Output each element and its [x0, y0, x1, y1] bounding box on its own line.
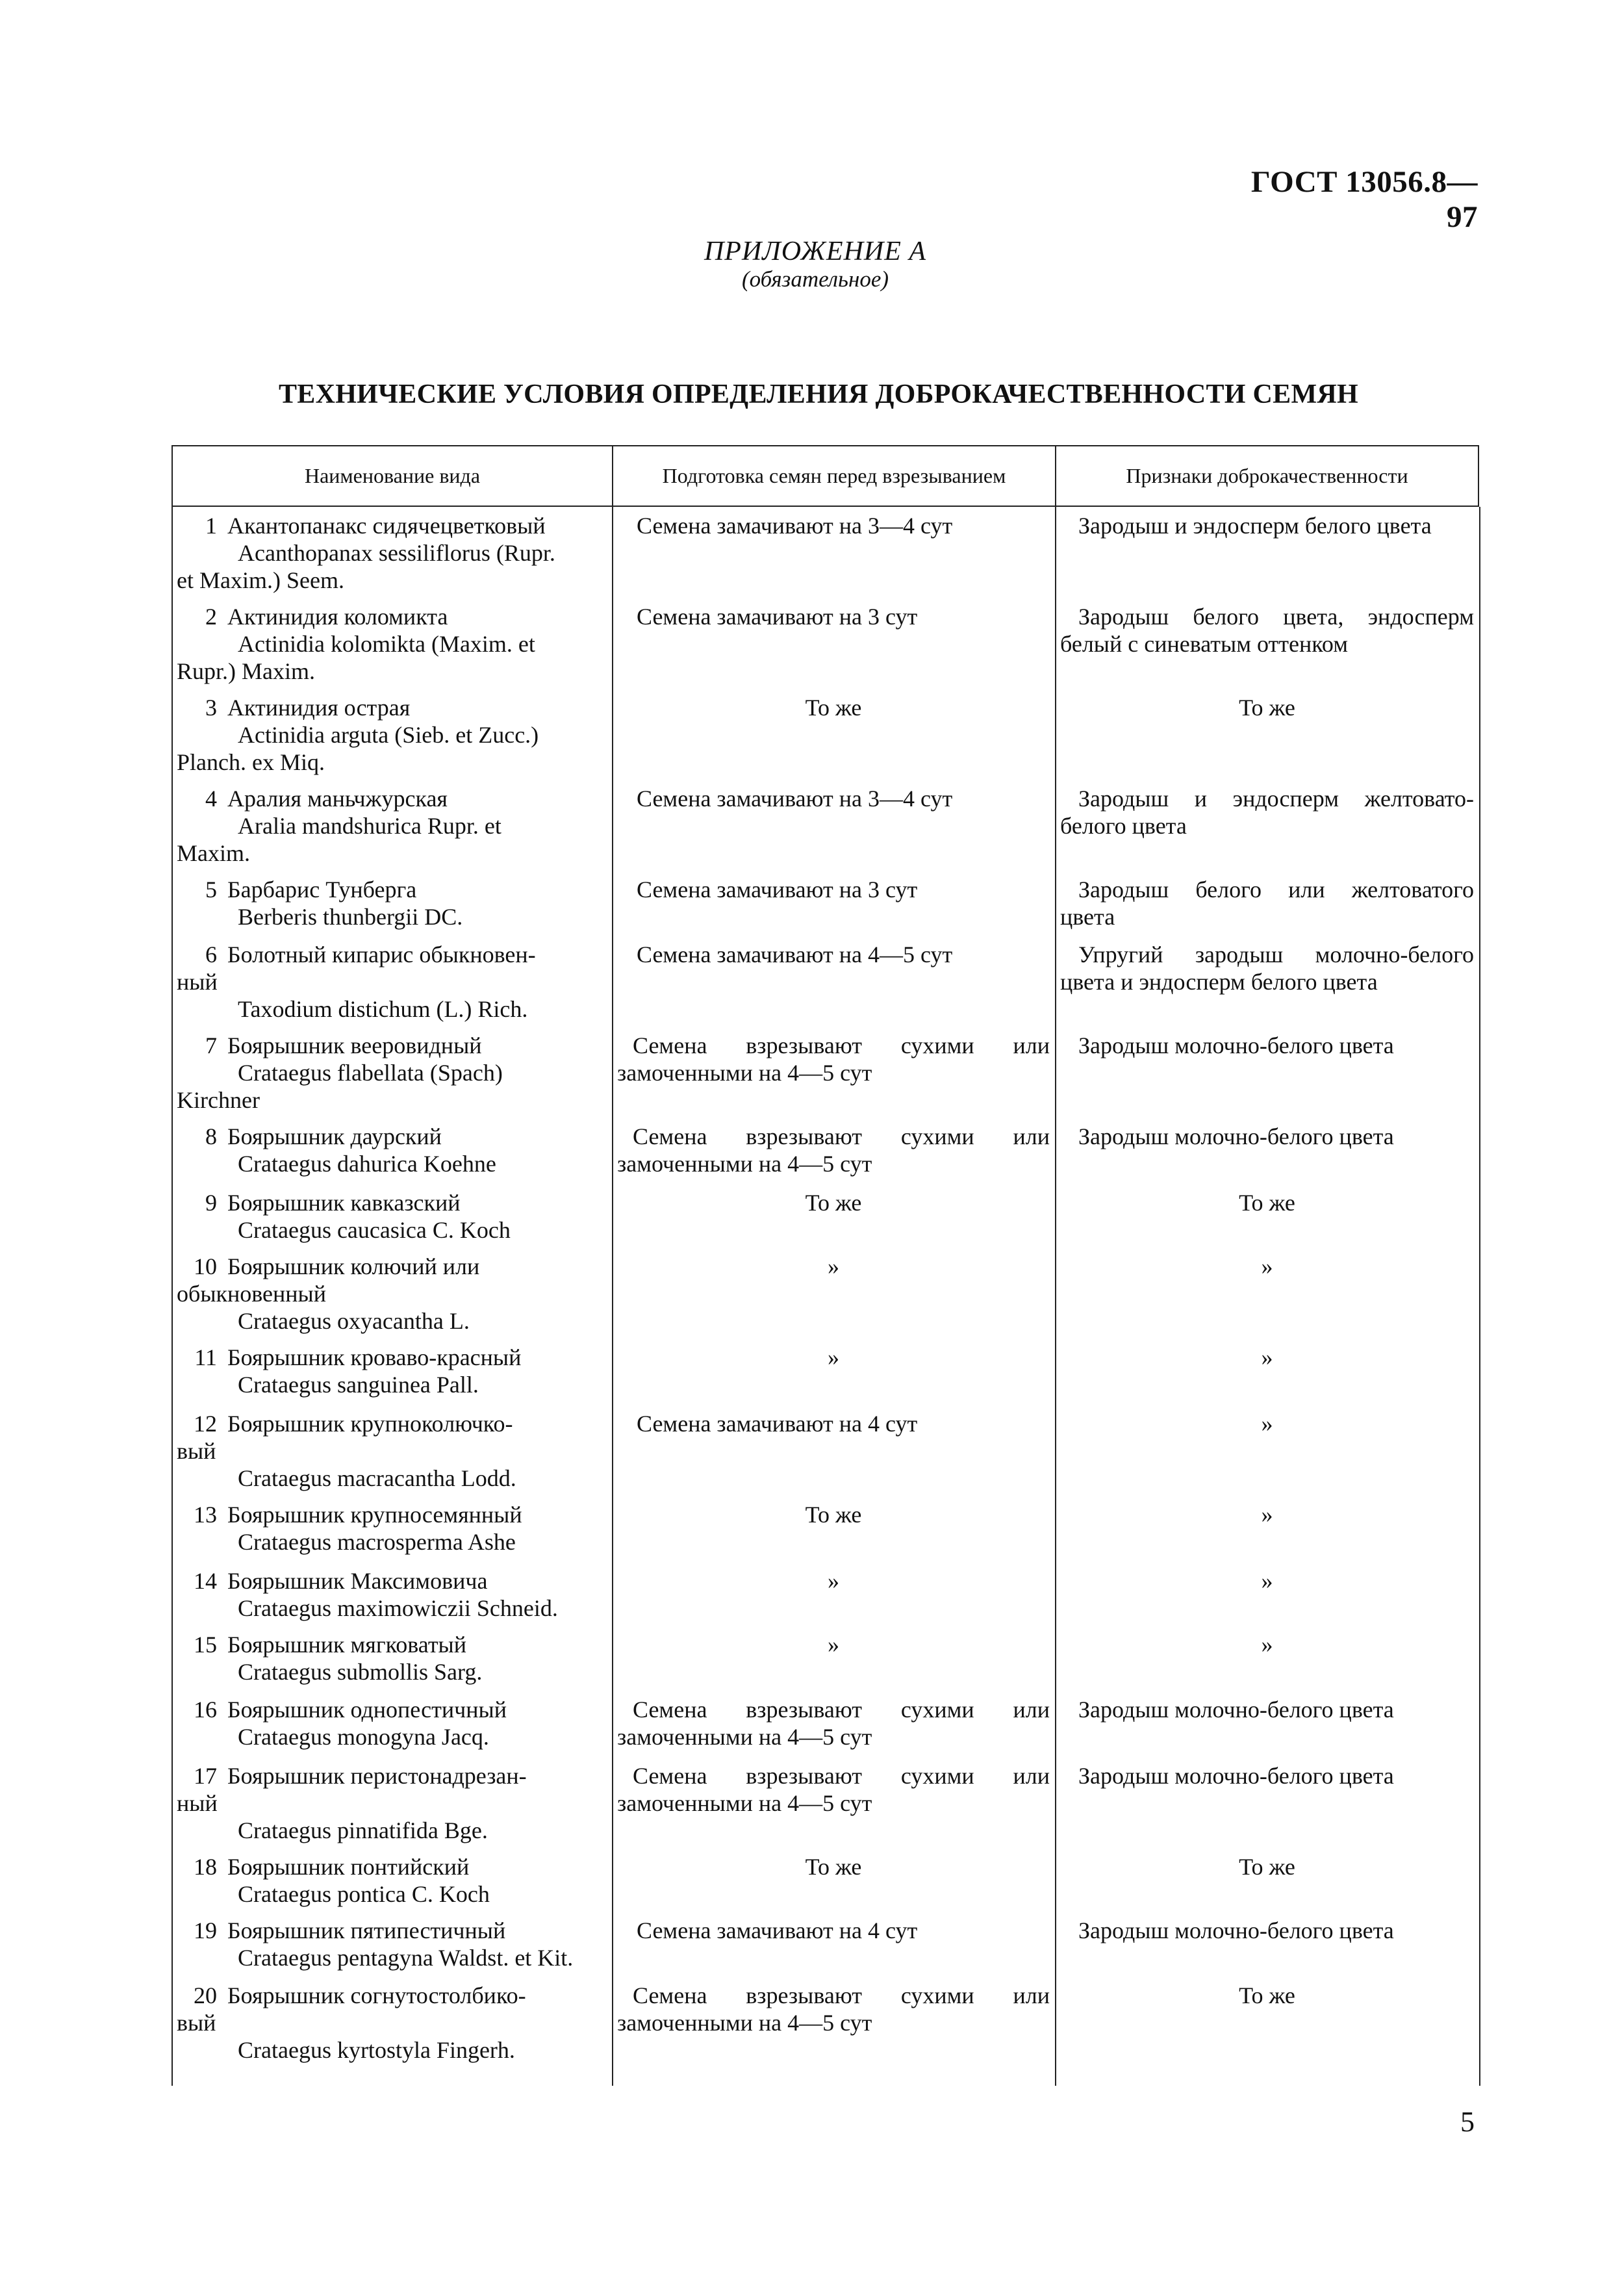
species-line-continued: et Maxim.) Seem.	[177, 567, 344, 593]
row-number: 3	[205, 695, 217, 721]
table-row	[173, 941, 1478, 1023]
cell-quality	[1055, 1344, 1478, 1398]
table-row	[173, 512, 1478, 594]
cell-quality-line: Зародыш и эндосперм белого цвета	[1078, 513, 1432, 539]
cell-quality	[1055, 785, 1478, 867]
species-line: Crataegus monogyna Jacq.	[238, 1724, 489, 1750]
cell-quality-line: цвета и эндосперм белого цвета	[1060, 969, 1378, 995]
cell-quality-line: Зародыш белого или желтоватого	[1078, 877, 1474, 903]
table-row	[173, 1917, 1478, 1971]
species-line: Actinidia arguta (Sieb. et Zucc.)	[238, 722, 539, 748]
cell-quality	[1055, 941, 1478, 1023]
cell-quality	[1055, 603, 1478, 685]
appendix-subtitle: (обязательное)	[741, 266, 889, 292]
species-russian-name: Аралия маньчжурская	[227, 786, 448, 812]
species-line: Crataegus submollis Sarg.	[238, 1659, 483, 1685]
header-preparation: Подготовка семян перед взрезыванием	[612, 446, 1055, 506]
species-russian-name: Боярышник крупноколючко-	[227, 1411, 513, 1437]
row-number: 13	[194, 1502, 217, 1528]
species-line	[177, 1567, 608, 1595]
cell-preparation-line: замоченными на 4—5 сут	[617, 1151, 872, 1177]
cell-species-name	[173, 603, 612, 685]
cell-preparation	[612, 1762, 1055, 1844]
row-number: 4	[205, 786, 217, 812]
species-line	[177, 1501, 608, 1528]
cell-species-name	[173, 1410, 612, 1492]
row-number: 12	[194, 1411, 217, 1437]
species-russian-name: Боярышник вееровидный	[227, 1032, 482, 1058]
species-line	[177, 876, 608, 903]
cell-preparation	[612, 785, 1055, 867]
row-number: 9	[205, 1190, 217, 1216]
cell-quality-line: »	[1261, 1253, 1273, 1279]
species-line: Berberis thunbergii DC.	[238, 904, 463, 930]
species-russian-name: Боярышник понтийский	[227, 1854, 470, 1880]
cell-quality	[1055, 1567, 1478, 1622]
species-line-continued: вый	[177, 1438, 216, 1464]
cell-preparation-line: Семена замачивают на 4 сут	[637, 1411, 918, 1437]
cell-species-name	[173, 1696, 612, 1750]
cell-preparation-line: То же	[805, 1502, 862, 1528]
species-russian-name: Барбарис Тунберга	[227, 877, 417, 903]
cell-preparation	[612, 1032, 1055, 1114]
cell-species-name	[173, 1762, 612, 1844]
species-line	[177, 785, 608, 812]
cell-preparation-line: замоченными на 4—5 сут	[617, 1790, 872, 1816]
row-number: 15	[194, 1632, 217, 1658]
species-line-continued: ный	[177, 1790, 218, 1816]
cell-quality	[1055, 1762, 1478, 1844]
cell-species-name	[173, 941, 612, 1023]
row-number: 18	[194, 1854, 217, 1880]
table-row	[173, 694, 1478, 776]
row-number: 17	[194, 1763, 217, 1789]
table-body	[171, 507, 1479, 2086]
table-row	[173, 1189, 1478, 1244]
species-line: Taxodium distichum (L.) Rich.	[238, 996, 528, 1022]
table-row	[173, 1762, 1478, 1844]
cell-species-name	[173, 1344, 612, 1398]
table-row	[173, 1344, 1478, 1398]
cell-quality-line: »	[1261, 1502, 1273, 1528]
species-russian-name: Боярышник мягковатый	[227, 1632, 466, 1658]
cell-preparation	[612, 1344, 1055, 1398]
cell-quality-line: Зародыш белого цвета, эндосперм	[1078, 604, 1474, 630]
row-number: 11	[194, 1344, 217, 1370]
cell-preparation	[612, 603, 1055, 685]
species-line: Crataegus macrosperma Ashe	[238, 1529, 516, 1555]
header-species-name: Наименование вида	[304, 464, 481, 487]
species-line: Crataegus macracantha Lodd.	[238, 1465, 516, 1491]
table-row	[173, 785, 1478, 867]
table-row	[173, 1696, 1478, 1750]
species-line	[177, 694, 608, 721]
cell-preparation-line: То же	[805, 1190, 862, 1216]
cell-preparation	[612, 512, 1055, 594]
species-line: Crataegus pentagyna Waldst. et Kit.	[238, 1945, 574, 1971]
cell-species-name	[173, 1853, 612, 1908]
species-russian-name: Боярышник кроваво-красный	[227, 1344, 522, 1370]
cell-preparation	[612, 1253, 1055, 1335]
row-number: 16	[194, 1697, 217, 1723]
cell-preparation-line: »	[828, 1632, 839, 1658]
table-row	[173, 1123, 1478, 1177]
cell-preparation-line: Семена взрезывают сухими или	[633, 1032, 1050, 1058]
cell-quality-line: Зародыш молочно-белого цвета	[1078, 1917, 1394, 1943]
species-russian-name: Болотный кипарис обыкновен-	[227, 942, 536, 968]
cell-quality-line: То же	[1239, 1190, 1295, 1216]
species-russian-name: Боярышник кавказский	[227, 1190, 461, 1216]
seed-quality-table	[171, 445, 1479, 2086]
cell-species-name	[173, 694, 612, 776]
cell-preparation-line: Семена замачивают на 3 сут	[637, 604, 918, 630]
cell-preparation	[612, 1123, 1055, 1177]
species-russian-name: Боярышник перистонадрезан-	[227, 1763, 527, 1789]
species-line	[177, 1123, 608, 1150]
table-row	[173, 1853, 1478, 1908]
cell-species-name	[173, 1032, 612, 1114]
cell-quality	[1055, 1696, 1478, 1750]
species-line	[177, 603, 608, 630]
appendix-title: ПРИЛОЖЕНИЕ А	[704, 237, 927, 266]
species-line: Acanthopanax sessiliflorus (Rupr.	[238, 540, 555, 566]
species-line	[177, 1032, 608, 1059]
cell-preparation-line: замоченными на 4—5 сут	[617, 2010, 872, 2036]
cell-quality	[1055, 1032, 1478, 1114]
species-russian-name: Боярышник колючий или	[227, 1253, 480, 1279]
cell-preparation	[612, 1853, 1055, 1908]
cell-quality	[1055, 1189, 1478, 1244]
cell-species-name	[173, 1982, 612, 2064]
species-russian-name: Боярышник крупносемянный	[227, 1502, 522, 1528]
species-russian-name: Боярышник даурский	[227, 1123, 442, 1149]
cell-preparation-line: Семена взрезывают сухими или	[633, 1697, 1050, 1723]
cell-preparation	[612, 1982, 1055, 2064]
species-line	[177, 1762, 608, 1789]
table-row	[173, 1631, 1478, 1686]
cell-quality	[1055, 1917, 1478, 1971]
cell-preparation	[612, 1917, 1055, 1971]
cell-species-name	[173, 1253, 612, 1335]
cell-preparation	[612, 1696, 1055, 1750]
species-line: Crataegus pontica C. Koch	[238, 1881, 490, 1907]
cell-quality	[1055, 512, 1478, 594]
species-line	[177, 1917, 608, 1944]
cell-quality	[1055, 1501, 1478, 1556]
cell-quality-line: То же	[1239, 1982, 1295, 2008]
cell-species-name	[173, 785, 612, 867]
cell-quality-line: »	[1261, 1568, 1273, 1594]
row-number: 20	[194, 1982, 217, 2008]
row-number: 8	[205, 1123, 217, 1149]
table-row	[173, 1410, 1478, 1492]
table-row	[173, 1982, 1478, 2064]
cell-quality-line: белый с синеватым оттенком	[1060, 631, 1348, 657]
header-quality-signs: Признаки доброкачественности	[1055, 446, 1478, 506]
cell-preparation-line: То же	[805, 695, 862, 721]
species-line	[177, 1631, 608, 1658]
main-title: ТЕХНИЧЕСКИЕ УСЛОВИЯ ОПРЕДЕЛЕНИЯ ДОБРОКАЧЕСТВЕННОСТИ СЕМЯН	[278, 379, 1359, 409]
cell-quality-line: То же	[1239, 1854, 1295, 1880]
row-number: 1	[205, 513, 217, 539]
species-line	[177, 1696, 608, 1723]
cell-preparation	[612, 1410, 1055, 1492]
species-line-continued: Maxim.	[177, 840, 250, 866]
cell-quality	[1055, 1631, 1478, 1686]
table-row	[173, 603, 1478, 685]
table-row	[173, 1567, 1478, 1622]
document-code: ГОСТ 13056.8—97	[1250, 165, 1478, 234]
page-number: 5	[1460, 2106, 1475, 2138]
cell-preparation-line: замоченными на 4—5 сут	[617, 1724, 872, 1750]
species-line: Crataegus caucasica C. Koch	[238, 1217, 511, 1243]
species-russian-name: Актинидия острая	[227, 695, 411, 721]
cell-species-name	[173, 1123, 612, 1177]
species-line-continued: Planch. ex Miq.	[177, 749, 325, 775]
row-number: 14	[194, 1568, 217, 1594]
species-line: Aralia mandshurica Rupr. et	[238, 813, 501, 839]
cell-quality-line: »	[1261, 1411, 1273, 1437]
species-line: Crataegus kyrtostyla Fingerh.	[238, 2037, 515, 2063]
cell-quality-line: Зародыш молочно-белого цвета	[1078, 1123, 1394, 1149]
cell-species-name	[173, 1917, 612, 1971]
species-russian-name: Акантопанакс сидячецветковый	[227, 513, 546, 539]
cell-quality	[1055, 694, 1478, 776]
row-number: 6	[205, 942, 217, 968]
row-number: 10	[194, 1253, 217, 1279]
species-line	[177, 512, 608, 539]
cell-preparation-line: Семена замачивают на 3—4 сут	[637, 786, 953, 812]
cell-preparation	[612, 876, 1055, 930]
species-line: Crataegus dahurica Koehne	[238, 1151, 496, 1177]
species-line-continued: ный	[177, 969, 218, 995]
species-line: Actinidia kolomikta (Maxim. et	[238, 631, 535, 657]
cell-preparation-line: Семена замачивают на 3 сут	[637, 877, 918, 903]
cell-quality-line: »	[1261, 1344, 1273, 1370]
cell-preparation-line: Семена взрезывают сухими или	[633, 1763, 1050, 1789]
cell-preparation	[612, 941, 1055, 1023]
cell-preparation-line: »	[828, 1568, 839, 1594]
cell-quality-line: Зародыш молочно-белого цвета	[1078, 1032, 1394, 1058]
cell-preparation	[612, 1189, 1055, 1244]
cell-preparation-line: »	[828, 1344, 839, 1370]
cell-preparation-line: Семена замачивают на 4 сут	[637, 1917, 918, 1943]
species-russian-name: Боярышник согнутостолбико-	[227, 1982, 526, 2008]
species-line	[177, 1410, 608, 1437]
species-line	[177, 1253, 608, 1280]
cell-species-name	[173, 1631, 612, 1686]
cell-quality	[1055, 876, 1478, 930]
cell-quality-line: Зародыш и эндосперм желтовато-	[1078, 786, 1474, 812]
species-russian-name: Актинидия коломикта	[227, 604, 448, 630]
table-right-border	[1479, 507, 1480, 2086]
species-line	[177, 1189, 608, 1216]
cell-species-name	[173, 1189, 612, 1244]
table-row	[173, 1032, 1478, 1114]
species-line	[177, 1853, 608, 1880]
row-number: 2	[205, 604, 217, 630]
cell-preparation-line: замоченными на 4—5 сут	[617, 1060, 872, 1086]
row-number: 5	[205, 877, 217, 903]
species-line: Crataegus flabellata (Spach)	[238, 1060, 503, 1086]
species-russian-name: Боярышник однопестичный	[227, 1697, 507, 1723]
row-number: 7	[205, 1032, 217, 1058]
species-line: Crataegus oxyacantha L.	[238, 1308, 470, 1334]
cell-quality	[1055, 1123, 1478, 1177]
cell-preparation	[612, 694, 1055, 776]
cell-preparation-line: Семена замачивают на 4—5 сут	[637, 942, 953, 968]
cell-preparation	[612, 1631, 1055, 1686]
cell-quality	[1055, 1253, 1478, 1335]
cell-preparation-line: То же	[805, 1854, 862, 1880]
species-russian-name: Боярышник Максимовича	[227, 1568, 488, 1594]
species-line-continued: Rupr.) Maxim.	[177, 658, 315, 684]
cell-quality-line: »	[1261, 1632, 1273, 1658]
cell-species-name	[173, 1501, 612, 1556]
cell-quality-line: Зародыш молочно-белого цвета	[1078, 1697, 1394, 1723]
cell-species-name	[173, 876, 612, 930]
table-header	[171, 445, 1479, 507]
cell-quality	[1055, 1982, 1478, 2064]
species-russian-name: Боярышник пятипестичный	[227, 1917, 506, 1943]
species-line: Crataegus sanguinea Pall.	[238, 1372, 479, 1398]
cell-preparation-line: »	[828, 1253, 839, 1279]
cell-species-name	[173, 512, 612, 594]
species-line: Crataegus maximowiczii Schneid.	[238, 1595, 558, 1621]
species-line	[177, 1344, 608, 1371]
cell-species-name	[173, 1567, 612, 1622]
table-row	[173, 1501, 1478, 1556]
cell-quality-line: То же	[1239, 695, 1295, 721]
species-line-continued: обыкновенный	[177, 1281, 327, 1307]
table-row	[173, 876, 1478, 930]
cell-quality-line: Упругий зародыш молочно-белого	[1078, 942, 1474, 968]
cell-preparation	[612, 1501, 1055, 1556]
cell-quality-line: цвета	[1060, 904, 1115, 930]
cell-quality	[1055, 1853, 1478, 1908]
species-line: Crataegus pinnatifida Bge.	[238, 1817, 488, 1843]
cell-preparation-line: Семена взрезывают сухими или	[633, 1123, 1050, 1149]
cell-preparation-line: Семена замачивают на 3—4 сут	[637, 513, 953, 539]
species-line	[177, 941, 608, 968]
cell-preparation-line: Семена взрезывают сухими или	[633, 1982, 1050, 2008]
species-line	[177, 1982, 608, 2009]
species-line-continued: Kirchner	[177, 1087, 260, 1113]
species-line-continued: вый	[177, 2010, 216, 2036]
cell-quality	[1055, 1410, 1478, 1492]
row-number: 19	[194, 1917, 217, 1943]
table-row	[173, 1253, 1478, 1335]
cell-quality-line: Зародыш молочно-белого цвета	[1078, 1763, 1394, 1789]
cell-quality-line: белого цвета	[1060, 813, 1187, 839]
cell-preparation	[612, 1567, 1055, 1622]
